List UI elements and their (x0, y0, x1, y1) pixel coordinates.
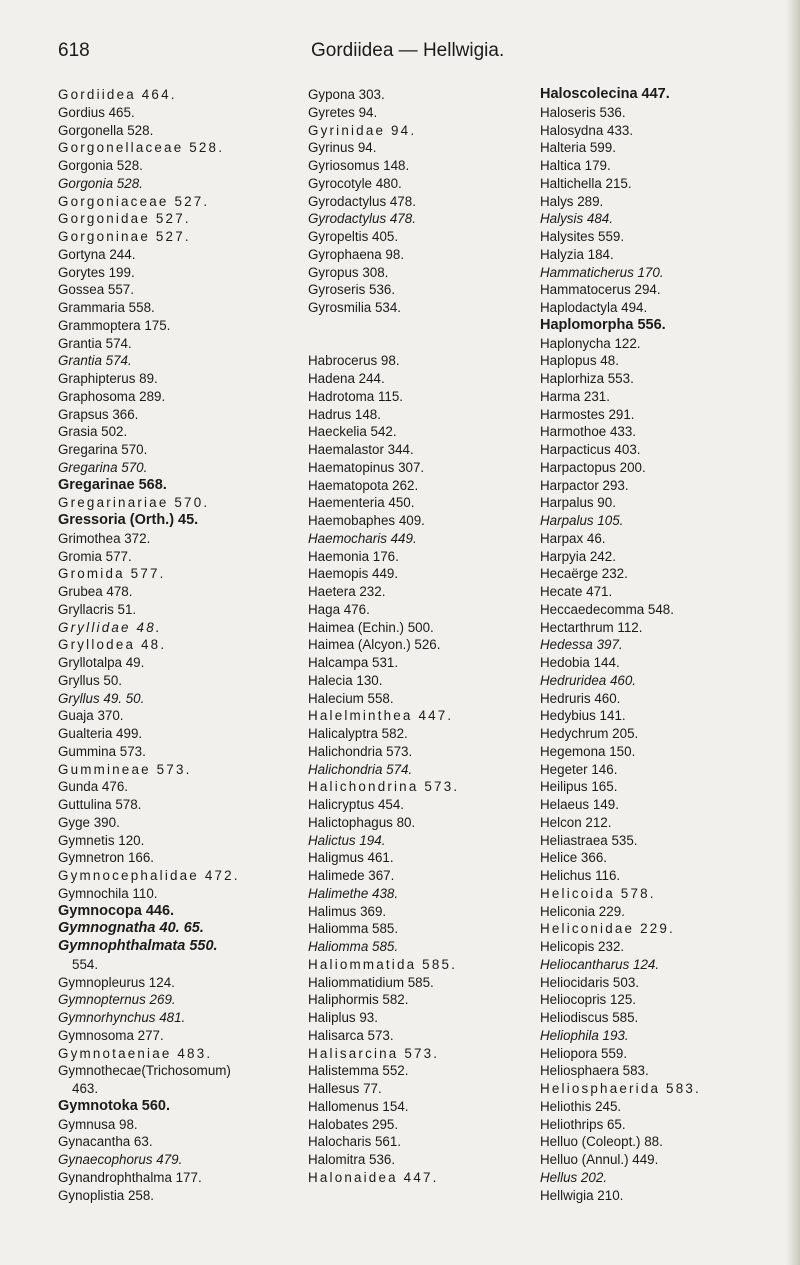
index-entry: Halosydna 433. (540, 122, 634, 138)
index-column-3 (540, 86, 780, 1204)
index-entry: Gregarina 570. (58, 442, 148, 457)
index-entry: Haltica 179. (540, 158, 611, 173)
index-entry: Heliodiscus 585. (540, 1010, 639, 1025)
index-entry: Haemobaphes 409. (308, 513, 425, 528)
section-gap (308, 317, 548, 335)
index-entry: Haementeria 450. (308, 495, 415, 511)
index-entry: Hammatocerus 294. (540, 282, 661, 298)
index-entry: Heliconidae 229. (540, 921, 675, 937)
index-entry: Halisarca 573. (308, 1027, 394, 1043)
index-entry: Heliconia 229. (540, 903, 625, 919)
index-entry: Helcon 212. (540, 814, 612, 830)
index-entry: Heliocantharus 124. (540, 956, 660, 972)
index-entry: Helicopis 232. (540, 939, 625, 954)
index-entry: Halelminthea 447. (308, 708, 454, 724)
index-entry: Halimus 369. (308, 903, 387, 919)
index-entry: Halimethe 438. (308, 885, 399, 901)
index-entry: Haltichella 215. (540, 175, 632, 191)
index-entry: Hedobia 144. (540, 655, 620, 670)
index-entry: Gryllidae 48. (58, 619, 162, 635)
index-entry: Halcampa 531. (308, 655, 399, 670)
index-entry: Gorgonia 528. (58, 158, 143, 173)
index-entry: Harpalus 90. (540, 495, 616, 511)
index-entry: Gynandrophthalma 177. (58, 1169, 202, 1185)
index-entry: Gyriosomus 148. (308, 158, 410, 173)
index-entry: Halonaidea 447. (308, 1169, 439, 1185)
index-entry: Grammoptera 175. (58, 317, 171, 333)
index-entry: Halocharis 561. (308, 1134, 402, 1150)
index-entry: Hedychrum 205. (540, 726, 639, 741)
index-entry: Gyretes 94. (308, 104, 378, 120)
index-entry: Gymnetis 120. (58, 832, 145, 848)
index-entry: 463. (72, 1081, 99, 1096)
index-entry: Gynaecophorus 479. (58, 1152, 183, 1167)
index-entry: Gryllus 50. (58, 672, 122, 688)
index-entry: Haemocharis 449. (308, 530, 417, 546)
index-entry: Heliophila 193. (540, 1027, 629, 1043)
index-entry: Gyrinidae 94. (308, 122, 417, 138)
index-entry: Gossea 557. (58, 282, 134, 298)
index-entry: Gymnocopa 446. (58, 902, 175, 919)
index-entry: Hadrotoma 115. (308, 388, 404, 404)
index-entry: Hedybius 141. (540, 708, 626, 724)
index-entry: Hedruridea 460. (540, 672, 637, 688)
index-entry: Gorytes 199. (58, 264, 135, 280)
index-entry: Gyroseris 536. (308, 282, 396, 298)
index-entry: Habrocerus 98. (308, 353, 400, 369)
index-entry: Harpacticus 403. (540, 442, 641, 457)
index-entry: Haemalastor 344. (308, 442, 414, 457)
index-entry: Haplomorpha 556. (540, 316, 666, 333)
index-entry: Halimede 367. (308, 868, 395, 883)
index-entry: Gryllodea 48. (58, 637, 167, 653)
index-entry: Guaja 370. (58, 708, 124, 724)
index-entry: Harpactor 293. (540, 477, 629, 493)
index-entry: Grammaria 558. (58, 300, 155, 315)
index-entry: Halicryptus 454. (308, 797, 405, 812)
index-entry: Gummina 573. (58, 743, 146, 759)
index-entry: Haplodactyla 494. (540, 300, 648, 315)
index-entry: Haligmus 461. (308, 850, 394, 866)
index-entry: Halysites 559. (540, 229, 625, 244)
index-entry: Gummineae 573. (58, 761, 192, 777)
index-entry: Harpalus 105. (540, 513, 624, 528)
page-edge-shadow (786, 0, 800, 1265)
index-entry: Harma 231. (540, 388, 610, 404)
index-entry: Halecia 130. (308, 672, 383, 688)
index-entry: Halomitra 536. (308, 1152, 396, 1167)
index-entry: Haemopis 449. (308, 566, 399, 582)
index-entry: Halictophagus 80. (308, 814, 416, 830)
index-entry: Haplopus 48. (540, 353, 619, 369)
index-entry: Heliothrips 65. (540, 1116, 626, 1132)
index-entry: Gymnochila 110. (58, 885, 158, 901)
index-entry: Haplorhiza 553. (540, 371, 634, 386)
index-entry: Gryllotalpa 49. (58, 655, 145, 670)
index-entry: Hecaërge 232. (540, 566, 628, 582)
index-entry: Grantia 574. (58, 335, 132, 351)
index-column-1 (58, 86, 298, 1204)
index-entry: Haliphormis 582. (308, 992, 409, 1008)
index-entry: Harpax 46. (540, 530, 606, 546)
index-entry: Helice 366. (540, 850, 607, 866)
index-entry: Hellwigia 210. (540, 1187, 624, 1203)
page-header (58, 40, 768, 70)
index-entry: Graphipterus 89. (58, 371, 158, 386)
index-entry: Gregarinariae 570. (58, 495, 210, 511)
index-entry: Gymnotoka 560. (58, 1097, 171, 1114)
index-entry: Hedruris 460. (540, 690, 621, 706)
index-entry: Heliothis 245. (540, 1098, 622, 1114)
index-entry: Gromia 577. (58, 548, 132, 564)
index-entry: Haemonia 176. (308, 548, 399, 564)
index-entry: Gorgoniaceae 527. (58, 193, 210, 209)
index-entry: Hecate 471. (540, 584, 613, 599)
index-entry: Haematopinus 307. (308, 459, 425, 475)
index-entry: Gorgonidae 527. (58, 211, 191, 227)
index-entry: Gypona 303. (308, 87, 385, 102)
index-entry: Heliosphaera 583. (540, 1063, 649, 1079)
index-entry: Heilipus 165. (540, 779, 618, 795)
index-entry: Gryllacris 51. (58, 601, 137, 617)
index-entry: Haloscolecina 447. (540, 86, 670, 102)
index-entry: Helluo (Coleopt.) 88. (540, 1134, 663, 1150)
index-entry: Gunda 476. (58, 779, 128, 795)
index-entry: Grubea 478. (58, 584, 133, 599)
index-entry: Gyropus 308. (308, 264, 389, 280)
index-entry: Harmostes 291. (540, 406, 635, 422)
index-entry: Grapsus 366. (58, 406, 139, 422)
index-entry: Gortyna 244. (58, 246, 136, 262)
index-entry: Haplonycha 122. (540, 335, 641, 351)
index-entry: Haimea (Echin.) 500. (308, 619, 434, 635)
index-entry: Helicoida 578. (540, 885, 656, 901)
index-entry: Helaeus 149. (540, 797, 619, 812)
index-entry: Gymnosoma 277. (58, 1027, 164, 1043)
index-entry: Hegemona 150. (540, 743, 636, 759)
index-entry: Gregarinae 568. (58, 476, 167, 493)
index-entry: Halys 289. (540, 193, 604, 209)
index-entry: Hallomenus 154. (308, 1098, 409, 1114)
index-entry: Hadrus 148. (308, 406, 381, 422)
index-entry: Gymnophthalmata 550. (58, 938, 218, 954)
index-entry: Gyrophaena 98. (308, 246, 405, 262)
page-number: 618 (58, 40, 90, 61)
index-entry: Gromida 577. (58, 566, 166, 582)
index-entry: Gordiidea 464. (58, 87, 177, 102)
index-entry: Heliastraea 535. (540, 832, 638, 848)
index-entry: Gryllus 49. 50. (58, 690, 145, 706)
index-entry: Heliocopris 125. (540, 992, 637, 1008)
index-entry: Hectarthrum 112. (540, 619, 643, 635)
index-entry: Halicalyptra 582. (308, 726, 408, 741)
index-entry: Heliosphaerida 583. (540, 1081, 701, 1096)
index-entry: Gyrocotyle 480. (308, 175, 402, 191)
index-entry: Gyrinus 94. (308, 140, 377, 156)
index-entry: Gynacantha 63. (58, 1134, 153, 1150)
index-entry: Halecium 558. (308, 690, 394, 706)
index-entry: Hadena 244. (308, 371, 385, 386)
index-entry: Gualteria 499. (58, 726, 143, 741)
index-entry: Gorgonia 528. (58, 175, 143, 191)
index-entry: Graphosoma 289. (58, 388, 166, 404)
index-entry: Gyrodactylus 478. (308, 211, 416, 227)
index-entry: Gyrodactylus 478. (308, 193, 416, 209)
index-entry: Gregarina 570. (58, 459, 148, 475)
index-entry: Haliomma 585. (308, 939, 399, 954)
index-entry: Gynoplistia 258. (58, 1187, 155, 1203)
index-entry: Haliommatidium 585. (308, 974, 434, 990)
section-gap (308, 335, 548, 353)
index-entry: Halyzia 184. (540, 246, 614, 262)
index-entry: Hellus 202. (540, 1169, 607, 1185)
index-entry: Helluo (Annul.) 449. (540, 1152, 659, 1167)
index-entry: Halisarcina 573. (308, 1045, 440, 1061)
running-title: Gordiidea — Hellwigia. (311, 40, 505, 61)
index-entry: Guttulina 578. (58, 797, 142, 812)
index-entry: Halobates 295. (308, 1116, 399, 1132)
index-entry: Haimea (Alcyon.) 526. (308, 637, 441, 653)
index-entry: Haeckelia 542. (308, 424, 397, 440)
index-entry: Gorgoninae 527. (58, 229, 191, 244)
index-entry: Gorgonella 528. (58, 122, 154, 138)
index-entry: Harpyia 242. (540, 548, 616, 564)
index-entry: Hedessa 397. (540, 637, 623, 653)
index-entry: Gymnotaeniae 483. (58, 1045, 213, 1061)
index-entry: Grasia 502. (58, 424, 128, 440)
index-entry: Halteria 599. (540, 140, 616, 156)
index-entry: Haga 476. (308, 601, 370, 617)
index-entry: Gorgonellaceae 528. (58, 140, 225, 156)
index-entry: Gymnognatha 40. 65. (58, 920, 204, 937)
index-entry: Halichondria 573. (308, 743, 413, 759)
index-entry: 554. (72, 956, 99, 972)
index-entry: Grantia 574. (58, 353, 132, 369)
index-entry: Haetera 232. (308, 584, 386, 599)
index-entry: Halistemma 552. (308, 1063, 409, 1079)
index-entry: Halictus 194. (308, 832, 386, 848)
index-entry: Halysis 484. (540, 211, 613, 227)
index-entry: Hammaticherus 170. (540, 264, 664, 280)
index-entry: Halichondria 574. (308, 761, 413, 777)
index-entry: Heccaedecomma 548. (540, 601, 674, 617)
index-entry: Hallesus 77. (308, 1081, 382, 1096)
index-entry: Gordius 465. (58, 104, 135, 120)
index-entry: Hegeter 146. (540, 761, 618, 777)
index-entry: Haematopota 262. (308, 477, 419, 493)
index-entry: Heliopora 559. (540, 1045, 628, 1061)
index-entry: Haliommatida 585. (308, 956, 458, 972)
index-entry: Haloseris 536. (540, 104, 626, 120)
index-entry: Gyrosmilia 534. (308, 300, 402, 315)
index-entry: Harpactopus 200. (540, 459, 646, 475)
index-entry: Haliomma 585. (308, 921, 399, 937)
index-entry: Gyropeltis 405. (308, 229, 399, 244)
index-entry: Gressoria (Orth.) 45. (58, 512, 199, 528)
index-entry: Gymnocephalidae 472. (58, 868, 240, 883)
index-entry: Gymnusa 98. (58, 1116, 138, 1132)
index-entry: Gymnothecae(Trichosomum) (58, 1063, 231, 1079)
index-entry: Helichus 116. (540, 868, 621, 883)
index-entry: Gymnorhynchus 481. (58, 1010, 186, 1025)
index-entry: Haliplus 93. (308, 1010, 378, 1025)
index-entry: Gymnopternus 269. (58, 992, 176, 1008)
index-entry: Gyge 390. (58, 814, 120, 830)
index-column-2 (308, 86, 548, 1187)
index-entry: Gymnetron 166. (58, 850, 155, 866)
index-entry: Grimothea 372. (58, 530, 151, 546)
index-entry: Gymnopleurus 124. (58, 974, 175, 990)
index-entry: Harmothoe 433. (540, 424, 637, 440)
index-entry: Halichondrina 573. (308, 779, 460, 795)
index-entry: Heliocidaris 503. (540, 974, 639, 990)
